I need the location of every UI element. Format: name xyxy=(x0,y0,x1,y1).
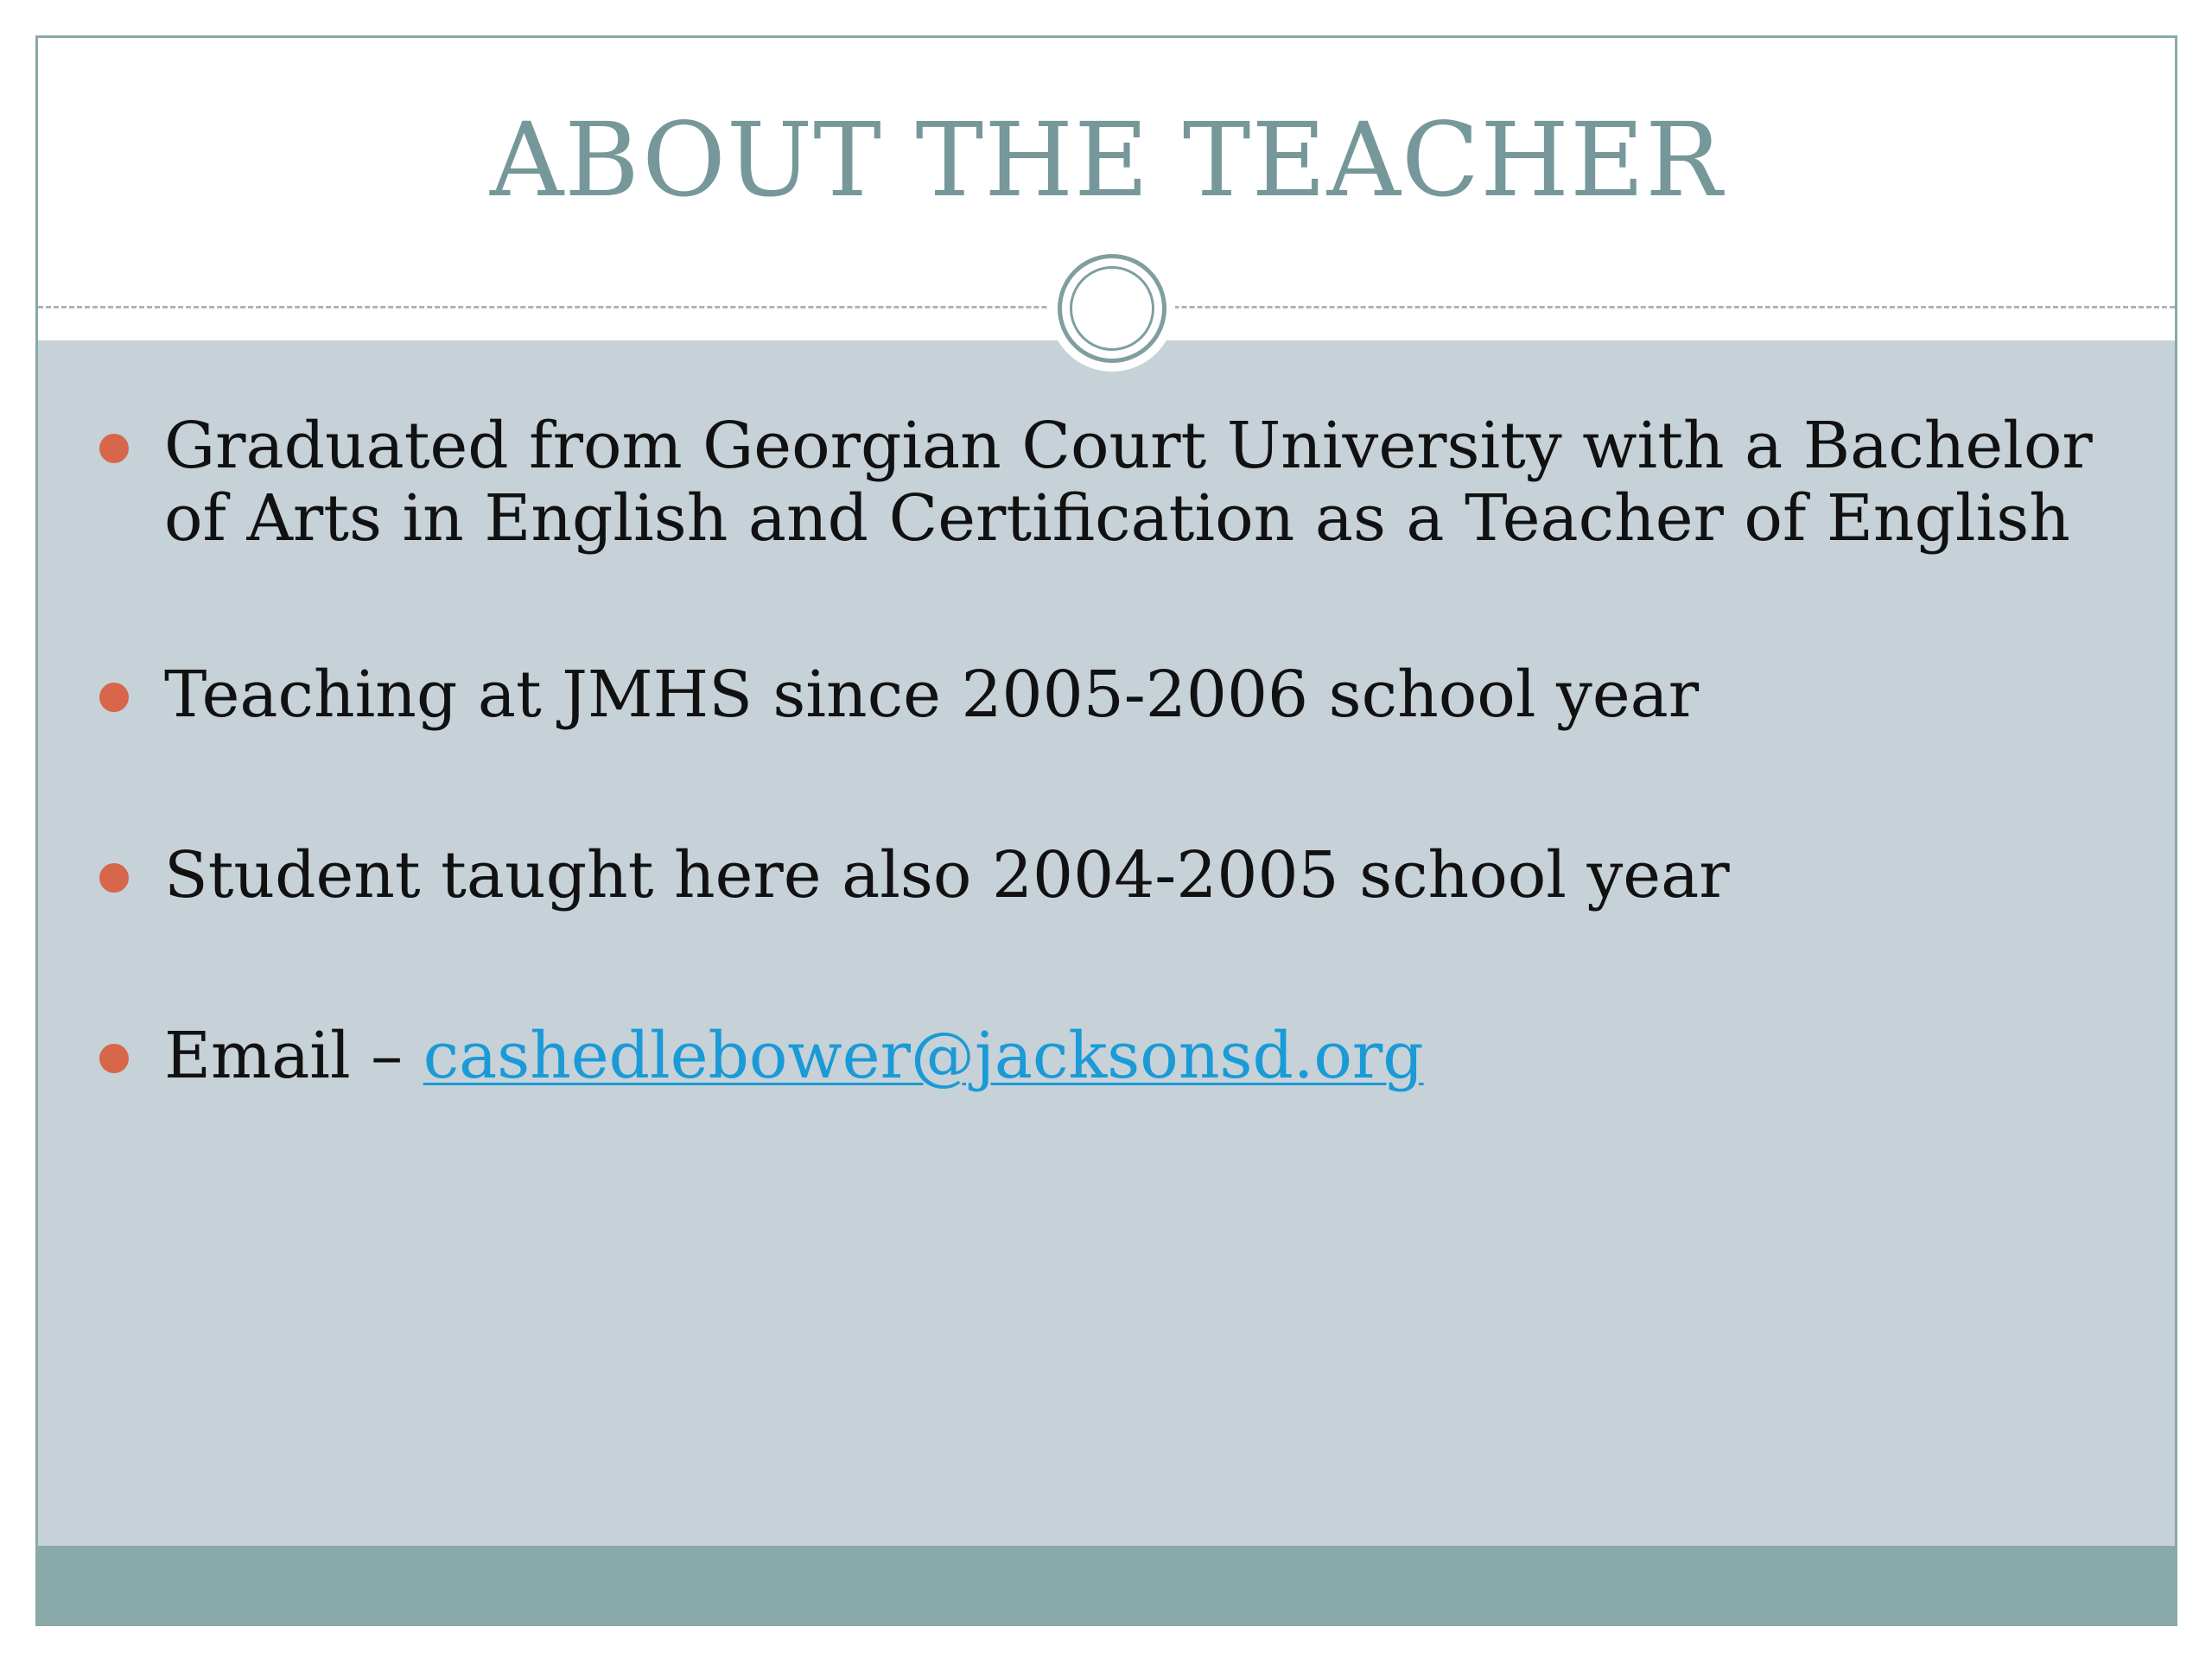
bullet-item-student-teaching xyxy=(164,839,2143,912)
double-ring-ornament-icon xyxy=(1058,254,1166,363)
bullet-text: Teaching at JMHS since 2005-2006 school year xyxy=(164,658,1700,732)
bullet-dot-icon xyxy=(99,1044,129,1073)
bullet-text: Graduated from Georgian Court University with a Bachelor of Arts in English and Certification as a Teacher of English xyxy=(164,409,2093,556)
bullet-dot-icon xyxy=(99,863,129,893)
bullet-text: Student taught here also 2004-2005 school year xyxy=(164,838,1730,912)
bullet-item-teaching xyxy=(164,658,2143,731)
email-link[interactable]: cashedlebower@jacksonsd.org xyxy=(423,1019,1424,1093)
slide-title: ABOUT THE TEACHER xyxy=(489,100,1723,219)
bullet-list xyxy=(38,340,2175,1554)
slide xyxy=(35,35,2177,1626)
bullet-dot-icon xyxy=(99,683,129,712)
bullet-dot-icon xyxy=(99,434,129,463)
content-area xyxy=(38,340,2175,1554)
footer-bar xyxy=(38,1546,2175,1624)
email-label: Email – xyxy=(164,1019,423,1093)
inner-ring xyxy=(1070,266,1154,351)
bullet-item-email xyxy=(164,1020,2143,1092)
bullet-item-education xyxy=(164,410,2143,555)
